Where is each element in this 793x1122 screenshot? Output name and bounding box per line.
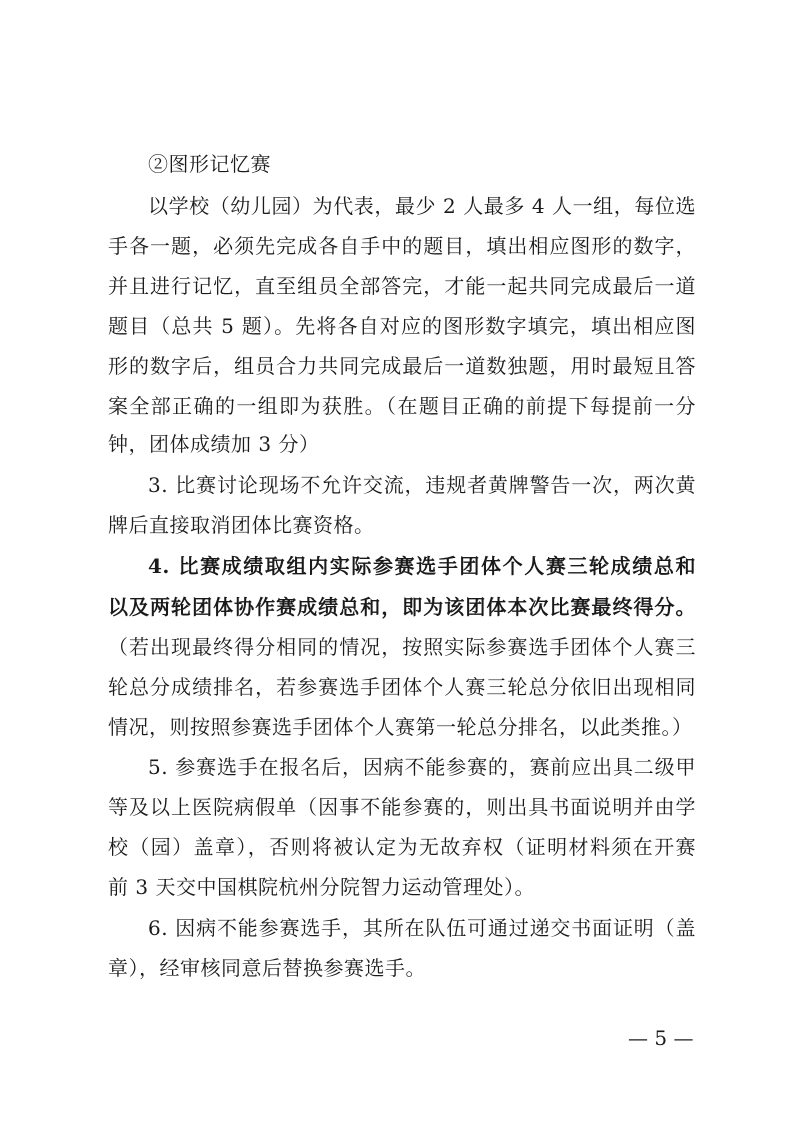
paragraph-line: 手各一题，必须先完成各自手中的题目，填出相应图形的数字，: [108, 234, 696, 258]
section-heading-graphic-memory: ②图形记忆赛: [148, 152, 271, 176]
rule-4-line: （若出现最终得分相同的情况，按照实际参赛选手团体个人赛三: [108, 635, 696, 659]
rule-5-line: 等及以上医院病假单（因事不能参赛的，则出具书面说明并由学: [108, 795, 696, 819]
rule-4-line: 轮总分成绩排名，若参赛选手团体个人赛三轮总分依旧出现相同: [108, 675, 696, 699]
rule-4-bold-line: 以及两轮团体协作赛成绩总和，即为该团体本次比赛最终得分。: [108, 595, 696, 619]
rule-5-line: 校（园）盖章），否则将被认定为无故弃权（证明材料须在开赛: [108, 835, 696, 859]
rule-4-bold-line: 4. 比赛成绩取组内实际参赛选手团体个人赛三轮成绩总和: [148, 554, 696, 578]
page-number: — 5 —: [628, 1026, 694, 1050]
rule-6-line: 章），经审核同意后替换参赛选手。: [108, 956, 426, 980]
paragraph-line: 题目（总共 5 题）。先将各自对应的图形数字填完，填出相应图: [108, 314, 696, 338]
rule-3-line: 3. 比赛讨论现场不允许交流，违规者黄牌警告一次，两次黄: [148, 473, 696, 497]
rule-4-line: 情况，则按照参赛选手团体个人赛第一轮总分排名，以此类推。）: [108, 715, 693, 739]
rule-5-line: 前 3 天交中国棋院杭州分院智力运动管理处）。: [108, 875, 535, 899]
paragraph-line: 以学校（幼儿园）为代表，最少 2 人最多 4 人一组，每位选: [148, 194, 696, 218]
paragraph-line: 案全部正确的一组即为获胜。（在题目正确的前提下每提前一分: [108, 394, 696, 418]
rule-3-line: 牌后直接取消团体比赛资格。: [108, 513, 375, 537]
paragraph-line: 形的数字后，组员合力共同完成最后一道数独题，用时最短且答: [108, 354, 696, 378]
rule-6-line: 6. 因病不能参赛选手，其所在队伍可通过递交书面证明（盖: [148, 916, 696, 940]
paragraph-line: 并且进行记忆，直至组员全部答完，才能一起共同完成最后一道: [108, 274, 696, 298]
rule-5-line: 5. 参赛选手在报名后，因病不能参赛的，赛前应出具二级甲: [148, 755, 696, 779]
paragraph-line: 钟，团体成绩加 3 分）: [108, 432, 320, 456]
